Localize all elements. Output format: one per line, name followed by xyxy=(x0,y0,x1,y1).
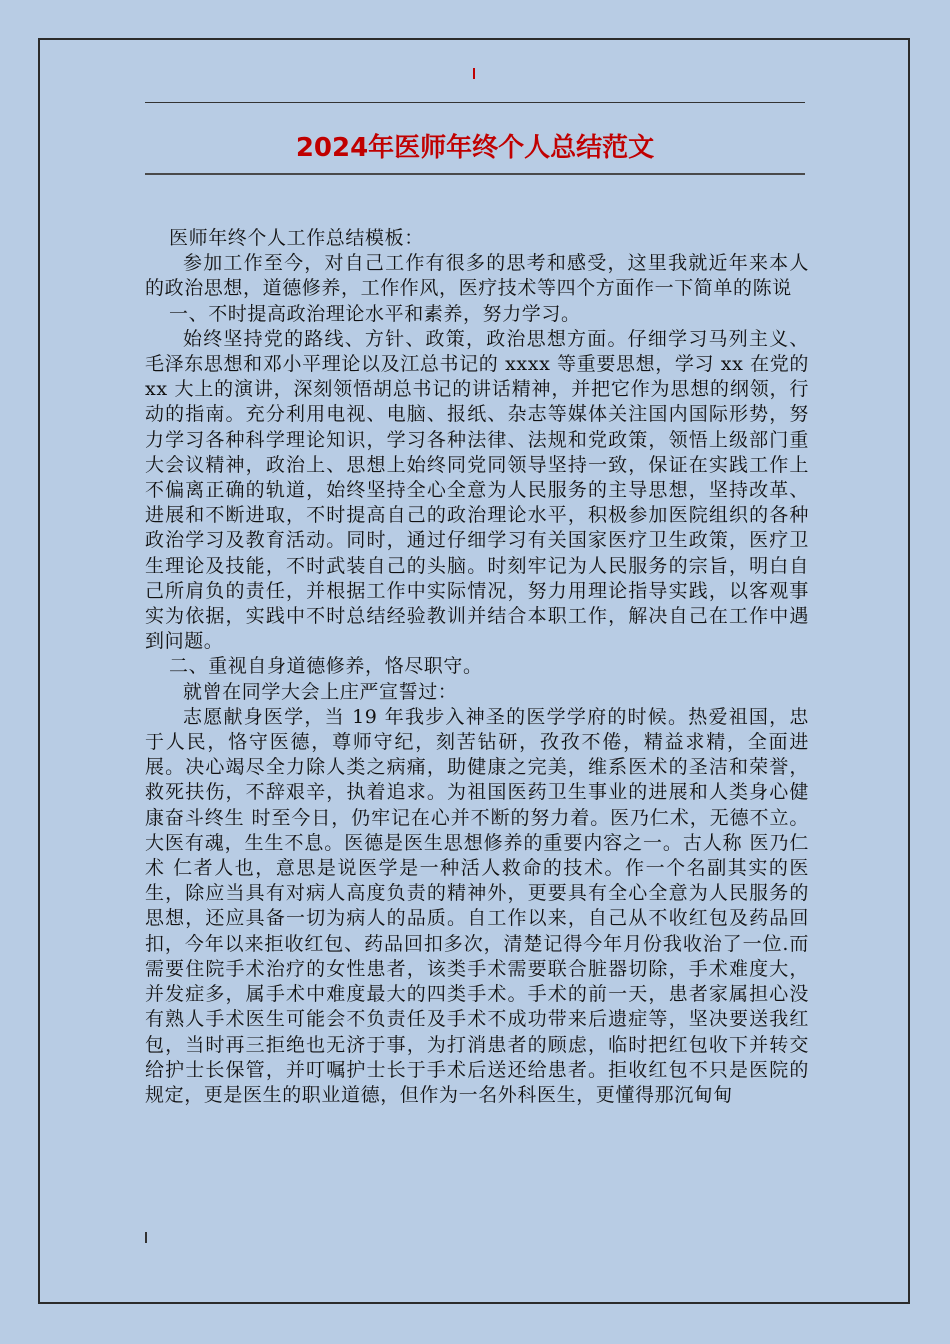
header-rule xyxy=(145,102,805,103)
paragraph-ethics: 志愿献身医学，当 19 年我步入神圣的医学学府的时候。热爱祖国，忠于人民，恪守医德，尊师守纪，刻苦钻研，孜孜不倦，精益求精，全面进展。决心竭尽全力除人类之病痛，助健康之完美，维系医术的圣洁和荣誉，救死扶伤，不辞艰辛，执着追求。为祖国医药卫生事业的进展和人类身心健康奋斗终生 时至今日，仍牢记在心并不断的努力着。医乃仁术，无德不立。大医有魂，生生不息。医德是医生思想修养的重要内容之一。古人称 医乃仁术 仁者人也，意思是说医学是一种活人救命的技术。作一个名副其实的医生，除应当具有对病人高度负责的精神外，更要具有全心全意为人民服务的思想，还应具备一切为病人的品质。自工作以来，自己从不收红包及药品回扣，今年以来拒收红包、药品回扣多次，清楚记得今年月份我收治了一位.而需要住院手术治疗的女性患者，该类手术需要联合脏器切除，手术难度大，并发症多，属手术中难度最大的四类手术。手术的前一天，患者家属担心没有熟人手术医生可能会不负责任及手术不成功带来后遗症等，坚决要送我红包，当时再三拒绝也无济于事，为打消患者的顾虑，临时把红包收下并转交给护士长保管，并叮嘱护士长于手术后送还给患者。拒收红包不只是医院的规定，更是医生的职业道德，但作为一名外科医生，更懂得那沉甸甸 xyxy=(145,705,809,1106)
title-rule xyxy=(145,173,805,175)
section-heading-2: 二、重视自身道德修养，恪尽职守。 xyxy=(169,655,483,678)
paragraph-intro: 医师年终个人工作总结模板： xyxy=(169,227,424,249)
header-mark xyxy=(473,68,475,79)
document-title: 2024年医师年终个人总结范文 xyxy=(295,133,655,163)
paragraph-oath-intro: 就曾在同学大会上庄严宣誓过： xyxy=(183,680,458,703)
document-body xyxy=(145,226,809,1108)
paragraph-opening: 参加工作至今，对自己工作有很多的思考和感受，这里我就近年来本人的政治思想，道德修养，工作作风，医疗技术等四个方面作一下简单的陈说 xyxy=(145,252,809,300)
section-heading-1: 一、不时提高政治理论水平和素养，努力学习。 xyxy=(169,302,581,325)
footer-mark xyxy=(145,1232,147,1243)
paragraph-politics: 始终坚持党的路线、方针、政策，政治思想方面。仔细学习马列主义、毛泽东思想和邓小平理论以及江总书记的 xxxx 等重要思想，学习 xx 在党的 xx 大上的演讲，深刻领悟胡总书记的讲话精神，并把它作为思想的纲领，行动的指南。充分利用电视、电脑、报纸、杂志等媒体关注国内国际形势，努力学习各种科学理论知识，学习各种法律、法规和党政策，领悟上级部门重大会议精神，政治上、思想上始终同党同领导坚持一致，保证在实践工作上不偏离正确的轨道，始终坚持全心全意为人民服务的主导思想，坚持改革、进展和不断进取，不时提高自己的政治理论水平，积极参加医院组织的各种政治学习及教育活动。同时，通过仔细学习有关国家医疗卫生政策，医疗卫生理论及技能，不时武装自己的头脑。时刻牢记为人民服务的宗旨，明白自己所肩负的责任，并根据工作中实际情况，努力用理论指导实践，以客观事实为依据，实践中不时总结经验教训并结合本职工作，解决自己在工作中遇到问题。 xyxy=(145,327,809,653)
